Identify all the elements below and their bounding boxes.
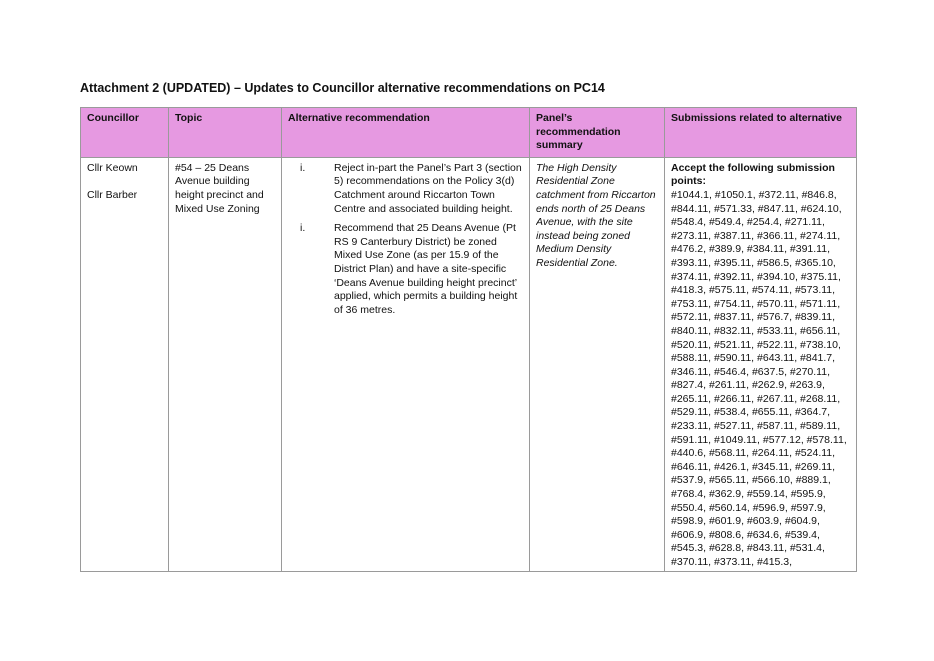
list-item xyxy=(288,222,523,317)
alternative-cell xyxy=(282,157,530,571)
councillor-cell xyxy=(81,157,169,571)
list-item-number: i. xyxy=(300,161,306,174)
table-row xyxy=(81,157,857,571)
panel-summary-text: The High Density Residential Zone catchment from Riccarton ends north of 25 Deans Avenue, with the site instead being zoned Medium Density Residential Zone. xyxy=(536,161,656,269)
list-item-number: i. xyxy=(300,222,306,235)
panel-summary-cell xyxy=(530,157,665,571)
header-alternative-recommendation: Alternative recommendation xyxy=(282,108,530,158)
councillor-name: Cllr Keown xyxy=(87,161,138,174)
attachment-heading: Attachment 2 (UPDATED) – Updates to Councillor alternative recommendations on PC14 xyxy=(80,81,605,95)
submissions-label: Accept the following submission points: xyxy=(671,161,835,188)
submission-points: #1044.1, #1050.1, #372.11, #846.8, #844.11, #571.33, #847.11, #624.10, #548.4, #549.4, #254.4, #271.11, #273.11, #387.11, #366.11, #274.11, #476.2, #389.9, #384.11, #391.11, #393.11, #395.11, #586.5, #365.10, #374.11, #392.11, #394.10, #375.11, #418.3, #575.11, #574.11, #573.11, #753.11, #754.11, #570.11, #571.11, #572.11, #837.11, #576.7, #839.11, #840.11, #832.11, #533.11, #656.11, #520.11, #521.11, #522.11, #738.10, #588.11, #590.11, #643.11, #841.7, #346.11, #546.4, #637.5, #270.11, #827.4, #261.11, #262.9, #263.9, #265.11, #266.11, #267.11, #268.11, #529.11, #538.4, #655.11, #364.7, #233.11, #527.11, #587.11, #589.11, #591.11, #1049.11, #577.12, #578.11, #440.6, #568.11, #264.11, #524.11, #646.11, #426.1, #345.11, #269.11, #537.9, #565.11, #566.10, #889.1, #768.4, #362.9, #559.14, #595.9, #550.4, #560.14, #596.9, #597.9, #598.9, #601.9, #603.9, #604.9, #606.9, #808.6, #634.6, #539.4, #545.3, #628.8, #843.11, #531.4, #370.11, #373.11, #415.3, xyxy=(671,188,847,567)
header-topic: Topic xyxy=(169,108,282,158)
list-item-text: Reject in-part the Panel’s Part 3 (section 5) recommendations on the Policy 3(d) Catchment around Riccarton Town Centre and associated building height. xyxy=(334,161,522,215)
topic-cell xyxy=(169,157,282,571)
councillor-name: Cllr Barber xyxy=(87,189,138,202)
alternative-list xyxy=(288,162,523,318)
submissions-cell xyxy=(665,157,857,571)
topic-text: #54 – 25 Deans Avenue building height precinct and Mixed Use Zoning xyxy=(175,161,264,215)
header-submissions: Submissions related to alternative xyxy=(665,108,857,158)
list-item-text: Recommend that 25 Deans Avenue (Pt RS 9 Canterbury District) be zoned Mixed Use Zone (as per 15.9 of the District Plan) and have a site-specific ‘Deans Avenue building height precinct’ applied, which permits a building height of 36 metres. xyxy=(334,222,518,316)
header-row xyxy=(81,108,857,158)
header-panel-summary: Panel’s recommendation summary xyxy=(530,108,665,158)
header-councillor: Councillor xyxy=(81,108,169,158)
list-item xyxy=(288,162,523,216)
recommendations-table xyxy=(80,107,857,572)
